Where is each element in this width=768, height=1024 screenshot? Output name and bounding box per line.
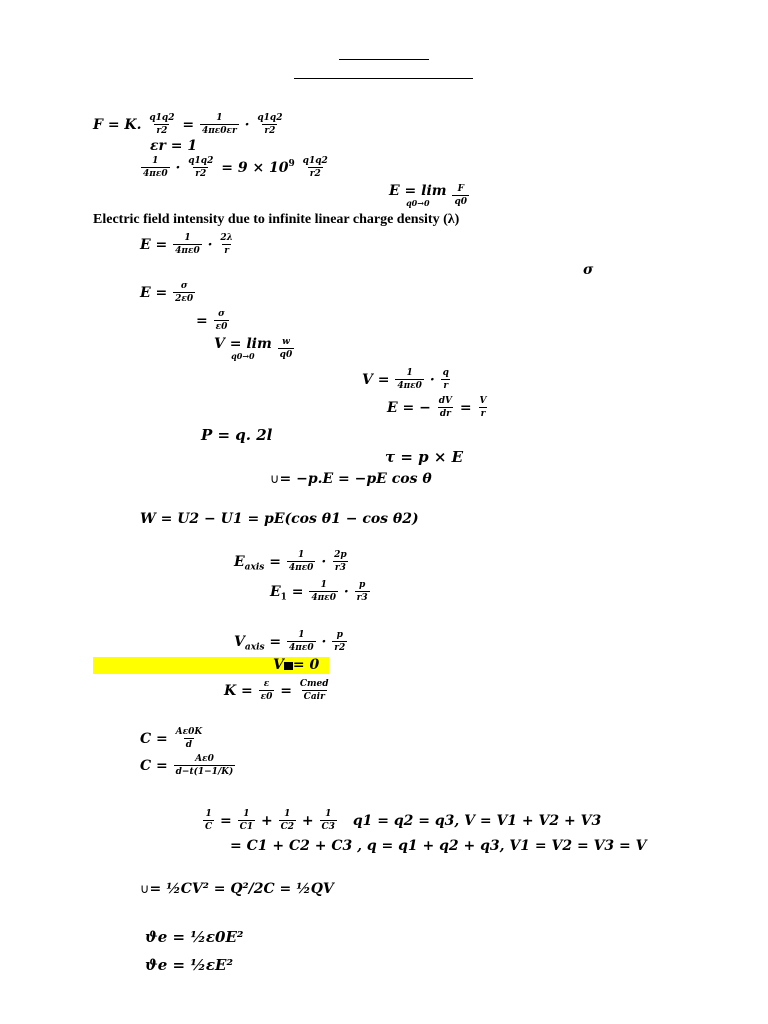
axial-field: $E_{axis}$ = $\frac{1}{4\pi\varepsilon 0}$ · $\frac{2p}{r3}$: [234, 550, 347, 574]
coulomb-law: F = K. $\frac{q1q2}{r2}$ = $\frac{1}{4\pi\varepsilon 0\varepsilon r}$ · $\frac{q1q2}{r2}$: [93, 113, 283, 137]
dielectric-constant: K = $\frac{\varepsilon}{\varepsilon 0}$ = $\frac{\text{Cmed}}{\text{Cair}}$: [224, 679, 329, 703]
conductor-field: = $\frac{\sigma}{\varepsilon 0}$: [196, 309, 228, 333]
energy-density-medium: ϑe = ½εE²: [145, 956, 234, 974]
capacitance-dielectric: C = $\frac{A\varepsilon 0K}{d}$: [140, 727, 203, 751]
capacitor-energy: ∪= ½CV² = Q²/2C = ½QV: [140, 881, 334, 897]
header-rule-long: [294, 78, 473, 79]
field-limit: E = lim q0→0 $\frac{F}{q0}$: [389, 183, 468, 208]
equatorial-potential: V = 0: [273, 657, 320, 673]
line-charge-field: E = $\frac{1}{4\pi\varepsilon 0}$ · $\frac{2\lambda}{r}$: [140, 233, 233, 257]
series-combination: $\frac{1}{C}$ = $\frac{1}{C1}$ + $\frac{1}{C2}$ + $\frac{1}{C3}$ q1 = q2 = q3, V = V1 + V2 + V3: [205, 809, 602, 833]
dipole-moment: P = q. 2l: [201, 426, 273, 444]
sigma-symbol: σ: [583, 262, 594, 278]
redaction-block: [284, 662, 293, 670]
potential-limit: V = lim q0→0 $\frac{w}{q0}$: [214, 336, 293, 361]
parallel-combination: = C1 + C2 + C3 , q = q1 + q2 + q3, V1 = V2 = V3 = V: [230, 838, 647, 854]
capacitance-slab: C = $\frac{A\varepsilon 0}{d-t(1-1/K)}$: [140, 754, 234, 778]
header-rule-short: [339, 59, 429, 60]
energy-density-vacuum: ϑe = ½ε0E²: [145, 928, 244, 946]
dipole-torque: τ = p × E: [385, 448, 464, 466]
point-potential: V = $\frac{1}{4\pi\varepsilon 0}$ · $\frac{q}{r}$: [362, 368, 449, 392]
sheet-field: E = $\frac{\sigma}{2\varepsilon 0}$: [140, 281, 194, 305]
relative-permittivity: εr = 1: [150, 138, 198, 154]
coulomb-constant: $\frac{1}{4\pi\varepsilon 0}$ · $\frac{q1q2}{r2}$ = $9 \times 10^9$ $\frac{q1q2}{r2}$: [143, 156, 328, 180]
axial-potential: $V_{axis}$ = $\frac{1}{4\pi\varepsilon 0}$ · $\frac{p}{r2}$: [234, 630, 346, 654]
dipole-energy: ∪= −p.E = −pE cos θ: [270, 471, 432, 487]
equatorial-field: $E_1$ = $\frac{1}{4\pi\varepsilon 0}$ · $\frac{p}{r3}$: [270, 580, 368, 604]
dipole-work: W = U2 − U1 = pE(cos θ1 − cos θ2): [140, 511, 419, 527]
field-gradient: E = − $\frac{dV}{dr}$ = $\frac{V}{r}$: [387, 396, 487, 420]
section-heading: Electric field intensity due to infinite linear charge density (λ): [93, 212, 460, 227]
